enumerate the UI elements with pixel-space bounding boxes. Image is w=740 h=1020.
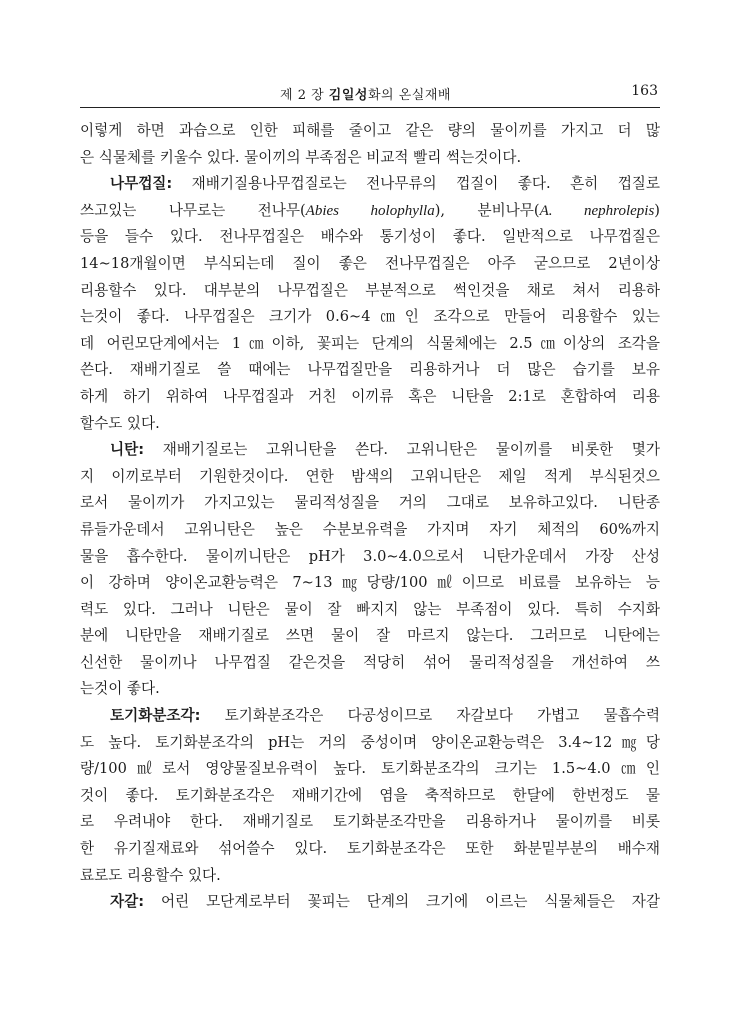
text-run: 14∼18개월이면 부식되는데 질이 좋은 전나무껍질은 아주 굳으므로 2년이상 [80,254,660,272]
text-line [80,836,660,863]
paragraph-term: 나무껍질: [110,175,173,193]
text-line [80,676,660,703]
text-line [80,331,660,358]
text-line [80,437,660,464]
text-run: 쓰고있는 나무로는 전나무( [80,201,306,219]
text-line [80,730,660,757]
text-run: 재배기질로는 고위니탄을 쓴다. 고위니탄은 물이끼를 비롯한 몇가 [144,441,660,459]
text-run: 분에 니탄만을 재배기질로 쓰면 물이 잘 마르지 않는다. 그러므로 니탄에는 [80,627,660,645]
text-run: 쓴다. 재배기질로 쓸 때에는 나무껍질만을 리용하거나 더 많은 습기를 보유 [80,361,660,379]
text-line [80,756,660,783]
text-run: 이 강하며 양이온교환능력은 7∼13㎎당량/100㎖이므로 비료를 보유하는 능 [80,574,660,592]
text-run: 리용할수 있다. 대부분의 나무껍질은 부분적으로 썩인것을 채로 쳐서 리용하 [80,281,660,299]
text-line [80,198,660,225]
text-run: 도 높다. 토기화분조각의 pH는 거의 중성이며 양이온교환능력은 3.4∼12㎎당 [80,733,660,751]
text-run: 지 이끼로부터 기원한것이다. 연한 밤색의 고위니탄은 제일 적게 부식된것으 [80,467,660,485]
text-line [80,517,660,544]
text-run: 신선한 물이끼나 나무껍질 같은것을 적당히 섞어 물리적성질을 개선하여 쓰 [80,653,660,671]
text-run: 는것이 좋다. 나무껍질은 크기가 0.6∼4㎝인 조각으로 만들어 리용할수 있는 [80,308,660,326]
text-line [80,251,660,278]
text-run: 재배기질용나무껍질로는 전나무류의 껍질이 좋다. 흔히 껍질로 [172,175,660,193]
text-run: 물을 흡수한다. 물이끼니탄은 pH가 3.0∼4.0으로서 니탄가운데서 가장 산성 [80,547,660,565]
chapter-label: 제 2 장 [280,88,325,103]
text-run: ), 분비나무( [434,201,540,219]
latin-name: A. nephrolepis [539,202,655,219]
text-run: 류들가운데서 고위니탄은 높은 수분보유력을 가지며 자기 체적의 60%까지 [80,520,660,538]
chapter-title-rest: 화의 온실재배 [367,88,451,103]
text-run: 로 우려내야 한다. 재배기질로 토기화분조각만을 리용하거나 물이끼를 비롯 [80,813,660,831]
text-line [80,809,660,836]
text-run: 료로도 리용할수 있다. [80,866,221,884]
text-line [80,118,660,145]
page-number: 163 [631,83,658,99]
latin-name: Abies holophylla [305,202,435,219]
text-line [80,411,660,438]
text-line [80,570,660,597]
text-line [80,171,660,198]
text-run: 것이 좋다. 토기화분조각은 재배기간에 염을 축적하므로 한달에 한번정도 물 [80,786,660,804]
text-run: 이렇게 하면 과습으로 인한 피해를 줄이고 같은 량의 물이끼를 가지고 더 많 [80,122,660,139]
text-line [80,783,660,810]
running-header [80,84,660,106]
text-run: 력도 있다. 그러나 니탄은 물이 잘 빠지지 않는 부족점이 있다. 특히 수지화 [80,600,660,618]
text-run: 데 어린모단계에서는 1㎝이하, 꽃피는 단계의 식물체에는 2.5㎝이상의 조각을 [80,334,660,352]
text-run: 등을 들수 있다. 전나무껍질은 배수와 통기성이 좋다. 일반적으로 나무껍질은 [80,228,660,246]
text-line [80,145,660,172]
text-run: 은 식물체를 키울수 있다. 물이끼의 부족점은 비교적 빨리 썩는것이다. [80,148,522,166]
text-line [80,650,660,677]
text-line [80,490,660,517]
chapter-title-bold: 김일성 [328,88,368,103]
text-line [80,863,660,890]
text-line [80,384,660,411]
text-line [80,224,660,251]
text-run: 는것이 좋다. [80,680,160,698]
header-rule [80,107,660,108]
text-line [80,304,660,331]
text-line [80,357,660,384]
text-run: ) [654,201,660,219]
text-line [80,464,660,491]
text-run: 하게 하기 위하여 나무껍질과 거친 이끼류 혹은 니탄을 2:1로 혼합하여 리용 [80,387,660,405]
text-run: 한 유기질재료와 섞어쓸수 있다. 토기화분조각은 또한 화분밑부분의 배수재 [80,840,660,858]
paragraph-term: 토기화분조각: [110,707,201,725]
text-line [80,703,660,730]
chapter-heading [280,84,451,103]
text-line [80,597,660,624]
text-run: 토기화분조각은 다공성이므로 자갈보다 가볍고 물흡수력 [200,707,660,725]
paragraph-term: 니탄: [110,441,145,459]
text-line [80,889,660,916]
text-run: 어린 모단계로부터 꽃피는 단계의 크기에 이르는 식물체들은 자갈 [144,893,660,911]
text-line [80,623,660,650]
text-run: 로서 물이끼가 가지고있는 물리적성질을 거의 그대로 보유하고있다. 니탄종 [80,494,660,512]
paragraph-term: 자갈: [110,893,145,911]
text-line [80,544,660,571]
text-run: 량/100㎖로서 영양물질보유력이 높다. 토기화분조각의 크기는 1.5∼4.0㎝인 [80,760,660,778]
body-text [80,118,660,916]
text-run: 할수도 있다. [80,414,160,432]
text-line [80,278,660,305]
